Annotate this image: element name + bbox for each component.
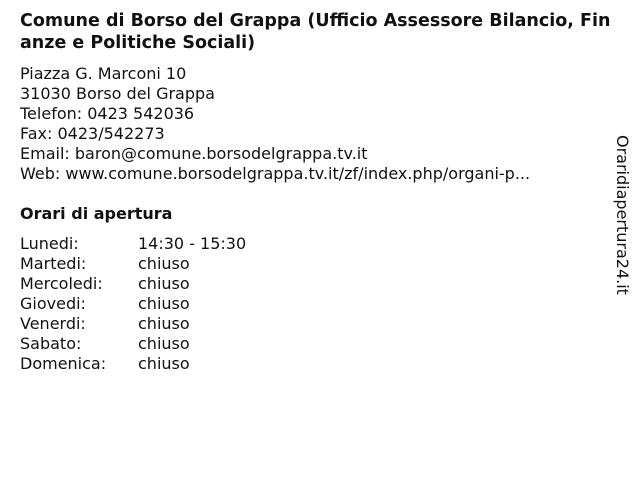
- email-link[interactable]: baron@comune.borsodelgrappa.tv.it: [74, 144, 368, 163]
- fax-number: Fax: 0423/542273: [20, 124, 165, 143]
- hours-row-thursday: [20, 294, 246, 314]
- day-label: Lunedi:: [20, 234, 79, 253]
- day-label: Venerdi:: [20, 314, 86, 333]
- web-line: [20, 164, 600, 184]
- hours-row-tuesday: [20, 254, 246, 274]
- day-label: Mercoledi:: [20, 274, 103, 293]
- hours-row-friday: [20, 314, 246, 334]
- day-label: Martedi:: [20, 254, 87, 273]
- city-address: 31030 Borso del Grappa: [20, 84, 215, 103]
- hours-row-sunday: [20, 354, 246, 374]
- web-label: Web:: [20, 164, 66, 183]
- email-line: [20, 144, 600, 164]
- hours-row-wednesday: [20, 274, 246, 294]
- hours-value: chiuso: [138, 274, 190, 293]
- street-address: Piazza G. Marconi 10: [20, 64, 187, 83]
- hours-heading: Orari di apertura: [20, 204, 173, 223]
- day-label: Domenica:: [20, 354, 107, 373]
- phone-number: Telefon: 0423 542036: [20, 104, 195, 123]
- hours-value: chiuso: [138, 314, 190, 333]
- hours-value: chiuso: [138, 294, 190, 313]
- web-link[interactable]: www.comune.borsodelgrappa.tv.it/zf/index.php/organi-p...: [65, 164, 531, 183]
- day-label: Giovedi:: [20, 294, 86, 313]
- opening-hours-table: [20, 234, 246, 374]
- hours-value: 14:30 - 15:30: [138, 234, 247, 253]
- hours-row-saturday: [20, 334, 246, 354]
- day-label: Sabato:: [20, 334, 82, 353]
- hours-value: chiuso: [138, 354, 190, 373]
- email-label: Email:: [20, 144, 75, 163]
- hours-value: chiuso: [138, 254, 190, 273]
- hours-value: chiuso: [138, 334, 190, 353]
- hours-row-monday: [20, 234, 246, 254]
- brand-watermark: Oraridiapertura24.it: [613, 135, 632, 295]
- page-title: Comune di Borso del Grappa (Ufficio Assessore Bilancio, Finanze e Politiche Sociali): [20, 11, 611, 53]
- address-block: [20, 64, 600, 184]
